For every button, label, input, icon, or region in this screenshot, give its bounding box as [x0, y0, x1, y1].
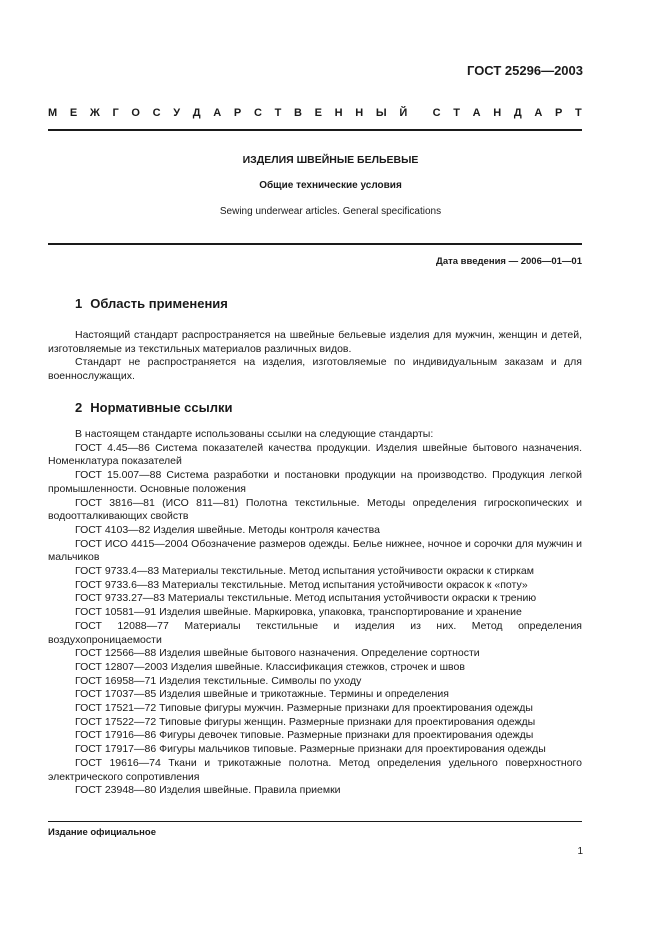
- reference-item: ГОСТ 9733.27—83 Материалы текстильные. Метод испытания устойчивости окраски к трению: [75, 592, 537, 605]
- document-subtitle: Общие технические условия: [259, 180, 402, 191]
- banner-letter: Д: [513, 107, 522, 119]
- banner-letter: С: [432, 107, 441, 119]
- banner-letter: Г: [112, 107, 119, 119]
- reference-item: ГОСТ 17916—86 Фигуры девочек типовые. Размерные признаки для проектирования одежды: [75, 729, 534, 742]
- reference-item: ГОСТ 10581—91 Изделия швейные. Маркировка, упаковка, транспортирование и хранение: [75, 606, 522, 619]
- section-1-body: [48, 329, 582, 384]
- section-2-heading: [75, 400, 232, 415]
- document-title-english: Sewing underwear articles. General specifications: [219, 206, 442, 217]
- banner-letter: Т: [575, 107, 582, 119]
- title-divider: [48, 243, 582, 245]
- banner-letter: Т: [274, 107, 282, 119]
- introduction-date: Дата введения — 2006—01—01: [436, 256, 582, 267]
- banner-letter: А: [472, 107, 481, 119]
- banner-letter: С: [253, 107, 262, 119]
- page-number: 1: [577, 846, 583, 857]
- paragraph: Настоящий стандарт распространяется на швейные бельевые изделия для мужчин, женщин и детей, изготовляемые из текстильных материалов различных видов.: [48, 329, 582, 355]
- reference-item: ГОСТ 12088—77 Материалы текстильные и изделия из них. Метод определения воздухопроницаемости: [48, 619, 582, 646]
- section-number: 2: [75, 400, 83, 415]
- reference-item: ГОСТ 3816—81 (ИСО 811—81) Полотна текстильные. Методы определения гигроскопических и водоотталкивающих свойств: [48, 496, 582, 523]
- reference-item: ГОСТ 17037—85 Изделия швейные и трикотажные. Термины и определения: [75, 688, 449, 701]
- banner-letter: Й: [399, 107, 408, 119]
- reference-item: ГОСТ 12807—2003 Изделия швейные. Классификация стежков, строчек и швов: [75, 660, 465, 673]
- banner-letter: Н: [355, 107, 364, 119]
- reference-item: ГОСТ 16958—71 Изделия текстильные. Символы по уходу: [75, 674, 362, 687]
- reference-item: ГОСТ 4103—82 Изделия швейные. Методы контроля качества: [75, 523, 380, 536]
- banner-letter: Т: [453, 107, 460, 119]
- standard-type-banner: [48, 107, 582, 119]
- banner-letter: С: [152, 107, 161, 119]
- banner-letter: Д: [192, 107, 201, 119]
- reference-item: ГОСТ 19616—74 Ткани и трикотажные полотна. Метод определения удельного поверхностного электрического сопротивления: [48, 756, 582, 783]
- banner-letter: М: [48, 107, 58, 119]
- banner-letter: Е: [69, 107, 78, 119]
- reference-item: ГОСТ ИСО 4415—2004 Обозначение размеров одежды. Белье нижнее, ночное и сорочки для мужчин и мальчиков: [48, 537, 582, 564]
- paragraph: В настоящем стандарте использованы ссылки на следующие стандарты:: [75, 428, 434, 440]
- section-1-heading: [75, 296, 228, 311]
- banner-letter: У: [173, 107, 181, 119]
- section-title: Нормативные ссылки: [90, 400, 233, 415]
- banner-letter: Ы: [375, 107, 387, 119]
- reference-item: ГОСТ 12566—88 Изделия швейные бытового назначения. Определение сортности: [75, 647, 480, 660]
- document-number: ГОСТ 25296—2003: [467, 63, 583, 78]
- document-title: ИЗДЕЛИЯ ШВЕЙНЫЕ БЕЛЬЕВЫЕ: [242, 154, 419, 166]
- banner-letter: Р: [233, 107, 242, 119]
- reference-item: ГОСТ 23948—80 Изделия швейные. Правила приемки: [75, 784, 341, 797]
- reference-item: ГОСТ 15.007—88 Система разработки и постановки продукции на производство. Продукция легкой промышленности. Основные положения: [48, 469, 582, 495]
- paragraph: Стандарт не распространяется на изделия, изготовляемые по индивидуальным заказам и для военнослужащих.: [48, 356, 582, 383]
- reference-item: ГОСТ 17521—72 Типовые фигуры мужчин. Размерные признаки для проектирования одежды: [75, 702, 533, 715]
- banner-letter: Н: [493, 107, 502, 119]
- banner-letter: В: [293, 107, 302, 119]
- reference-item: ГОСТ 17522—72 Типовые фигуры женщин. Размерные признаки для проектирования одежды: [75, 715, 536, 728]
- banner-letter: Ж: [89, 107, 100, 119]
- banner-letter: А: [213, 107, 222, 119]
- banner-letter: Н: [334, 107, 343, 119]
- section-number: 1: [75, 296, 83, 311]
- section-title: Область применения: [90, 296, 228, 311]
- banner-letter: Р: [554, 107, 563, 119]
- edition-note: Издание официальное: [48, 827, 156, 838]
- reference-item: ГОСТ 9733.4—83 Материалы текстильные. Метод испытания устойчивости окраски к стиркам: [75, 565, 534, 578]
- banner-letter: А: [534, 107, 543, 119]
- banner-letter: Е: [314, 107, 322, 119]
- banner-letter: О: [131, 107, 140, 119]
- reference-item: ГОСТ 9733.6—83 Материалы текстильные. Метод испытания устойчивости окрасок к «поту»: [75, 578, 528, 591]
- section-2-body: [48, 428, 582, 798]
- footer-divider: [48, 821, 582, 822]
- reference-item: ГОСТ 17917—86 Фигуры мальчиков типовые. Размерные признаки для проектирования одежды: [75, 743, 546, 756]
- reference-item: ГОСТ 4.45—86 Система показателей качества продукции. Изделия швейные бытового назначения. Номенклатура показателей: [48, 441, 582, 468]
- top-divider: [48, 129, 582, 131]
